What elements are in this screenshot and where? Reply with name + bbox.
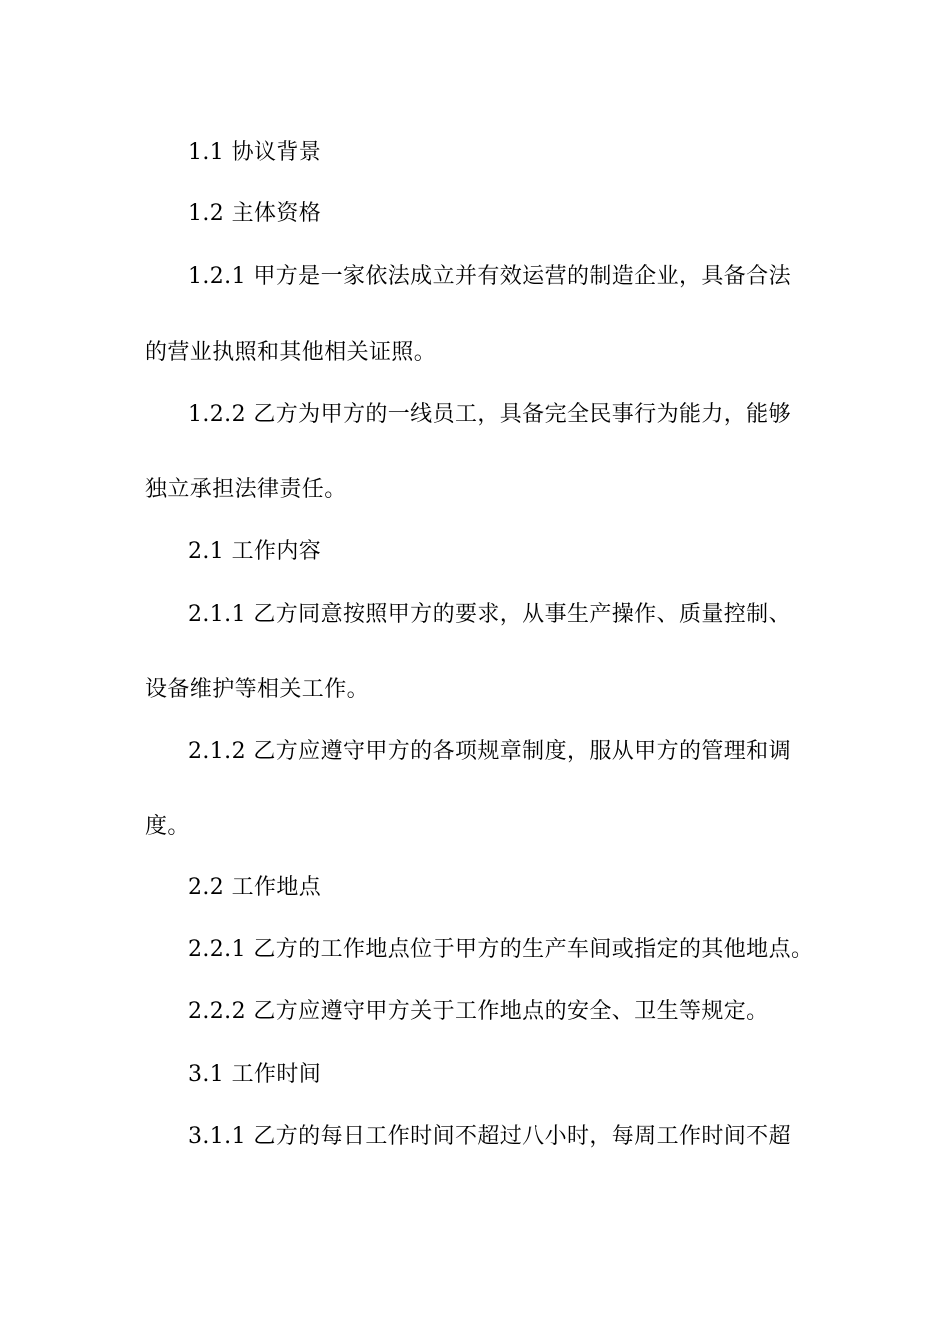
- clause-2-1-2-line-1: 2.1.2 乙方应遵守甲方的各项规章制度，服从甲方的管理和调: [188, 739, 791, 764]
- heading-2-1: 2.1 工作内容: [188, 539, 322, 564]
- heading-3-1: 3.1 工作时间: [188, 1062, 322, 1087]
- heading-2-2: 2.2 工作地点: [188, 875, 322, 900]
- clause-2-1-2-line-2: 度。: [145, 814, 190, 839]
- clause-2-1-1-line-1: 2.1.1 乙方同意按照甲方的要求，从事生产操作、质量控制、: [188, 602, 791, 627]
- clause-2-2-2: 2.2.2 乙方应遵守甲方关于工作地点的安全、卫生等规定。: [188, 999, 769, 1024]
- clause-1-2-2-line-2: 独立承担法律责任。: [145, 477, 347, 502]
- clause-2-2-1: 2.2.1 乙方的工作地点位于甲方的生产车间或指定的其他地点。: [188, 937, 814, 962]
- clause-1-2-1-line-2: 的营业执照和其他相关证照。: [145, 340, 437, 365]
- heading-1-1: 1.1 协议背景: [188, 140, 322, 165]
- clause-2-1-1-line-2: 设备维护等相关工作。: [145, 677, 370, 702]
- heading-1-2: 1.2 主体资格: [188, 201, 322, 226]
- clause-3-1-1-line-1: 3.1.1 乙方的每日工作时间不超过八小时，每周工作时间不超: [188, 1124, 791, 1149]
- clause-1-2-1-line-1: 1.2.1 甲方是一家依法成立并有效运营的制造企业，具备合法: [188, 264, 791, 289]
- clause-1-2-2-line-1: 1.2.2 乙方为甲方的一线员工，具备完全民事行为能力，能够: [188, 402, 791, 427]
